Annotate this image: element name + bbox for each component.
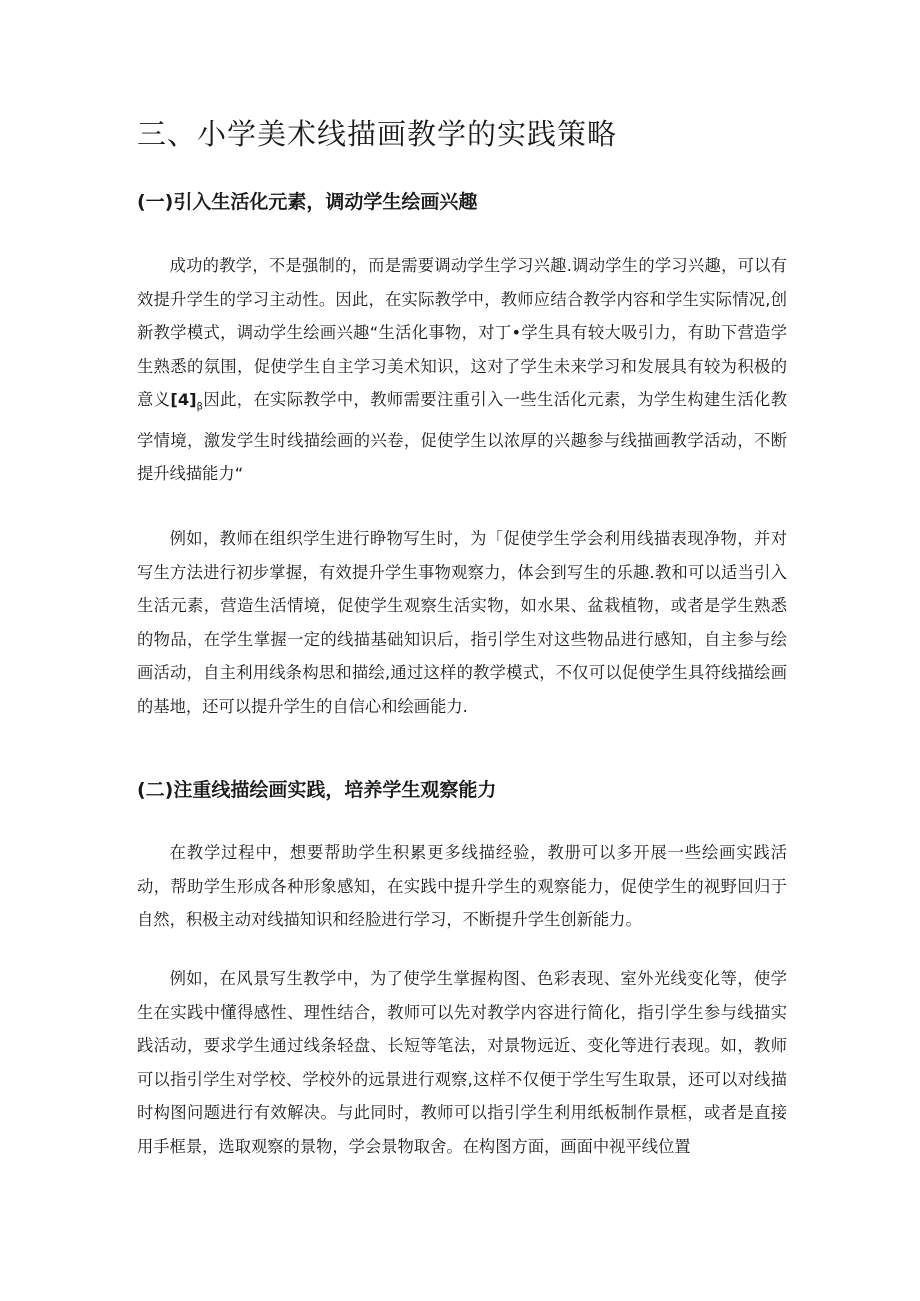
paragraph-1-text-b: 因此，在实际教学中，教师需要注重引入一些生活化元素，为学生构建生活化教学情境，激发学生时线描绘画的兴卷，促使学生以浓厚的兴趣参与线描画教学活动，不断提升线描能力“ (137, 390, 787, 484)
paragraph-4: 例如，在风景写生教学中，为了使学生掌握构图、色彩表现、室外光线变化等，使学生在实践中懂得感性、理性结合，教师可以先对教学内容进行简化，指引学生参与线描实践活动，要求学生通过线条轻盘、长短等笔法，对景物远近、变化等进行表现。如，教师可以指引学生对学校、学校外的远景进行观察,这样不仅便于学生写生取景，还可以对线描时构图问题进行有效解决。与此同时，教师可以指引学生利用纸板制作景框，或者是直接用手框景，选取观察的景物，学会景物取舍。在构图方面，画面中视平线位置 (137, 969, 787, 1156)
citation-suffix: β (196, 401, 203, 413)
paragraph-1-text-a: 成功的教学，不是强制的，而是需要调动学生学习兴趣.调动学生的学习兴趣，可以有效提升学生的学习主动性。因此，在实际教学中，教师应结合教学内容和学生实际情况,创新教学模式，调动学生绘画兴趣“生活化事物，对丁•学生具有较大吸引力，有助下营造学生熟悉的氛围，促使学生自主学习美术知识，这对了学生未来学习和发展具有较为积极的意义 (137, 256, 787, 409)
subsection-heading-1: (一)引入生活化元素，调动学生绘画兴趣 (137, 191, 478, 213)
paragraph-2: 例如，教师在组织学生进行睁物写生时，为「促使学生学会利用线描表现净物，并对写生方法进行初步掌握，有效提升学生事物观察力，体会到写生的乐趣.教和可以适当引入生活元素，营造生活情境，促使学生观察生活实物，如水果、盆栽植物，或者是学生熟悉的物品，在学生掌握一定的线描基础知识后，指引学生对这些物品进行感知，自主参与绘画活动，自主利用线条构思和描绘,通过这样的教学模式，不仅可以促使学生具符线描绘画的基地，还可以提升学生的自信心和绘画能力. (137, 529, 787, 716)
paragraph-1 (137, 249, 787, 491)
citation-ref (170, 390, 203, 413)
subsection-heading-2: (二)注重线描绘画实践，培养学生观察能力 (137, 779, 497, 801)
paragraph-3: 在教学过程中，想要帮助学生积累更多线描经验，教册可以多开展一些绘画实践活动，帮助学生形成各种形象感知，在实践中提升学生的观察能力，促使学生的视野回归于自然，积极主动对线描知识和经脸进行学习，不断提升学生创新能力。 (137, 843, 787, 929)
section-title: 三、小学美术线描画教学的实践策略 (137, 117, 618, 151)
citation-number: [4] (170, 390, 197, 409)
